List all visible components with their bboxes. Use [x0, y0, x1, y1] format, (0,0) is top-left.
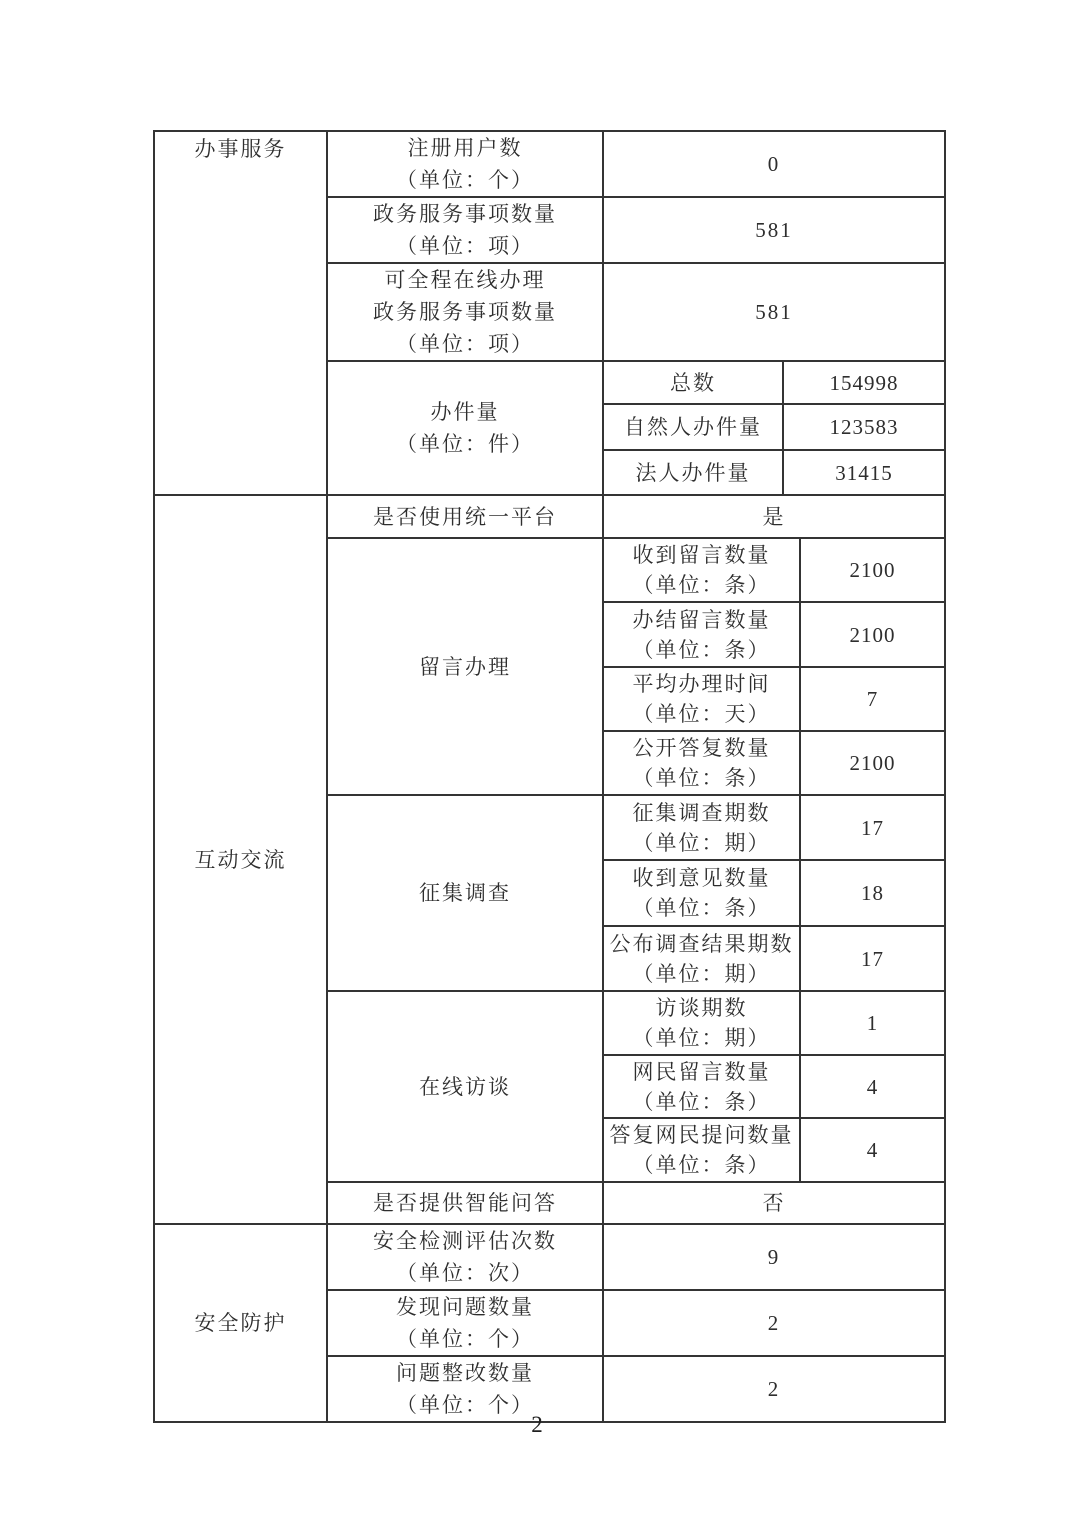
sub-item-cell — [604, 731, 800, 794]
interview-sub-table — [604, 992, 944, 1181]
sub-item-value: 17 — [800, 926, 944, 990]
sub-item-value: 123583 — [783, 404, 944, 450]
sub-item-unit: （单位：期） — [632, 961, 771, 986]
category-service: 办事服务 — [154, 131, 327, 495]
item-name: 可全程在线办理 — [384, 268, 546, 292]
value-cell: 是 — [603, 495, 945, 538]
item-unit: （单位：次） — [396, 1261, 534, 1285]
item-cell: 是否使用统一平台 — [327, 495, 603, 538]
messages-sub-table — [604, 539, 944, 794]
sub-table-cell — [603, 538, 945, 795]
sub-item-cell — [604, 992, 800, 1055]
sub-item-unit: （单位：条） — [632, 896, 771, 920]
sub-item-value: 2100 — [800, 602, 944, 667]
sub-table-cell — [603, 991, 945, 1182]
sub-item-name: 网民留言数量 — [632, 1059, 771, 1084]
sub-item-value: 17 — [800, 796, 944, 860]
sub-item-name: 办结留言数量 — [632, 607, 771, 632]
sub-item-value: 7 — [800, 667, 944, 731]
page-number: 2 — [531, 1412, 543, 1437]
value-cell: 581 — [603, 197, 945, 263]
sub-item-name: 平均办理时间 — [632, 672, 771, 696]
item-cell — [327, 1224, 603, 1290]
sub-item-name: 收到留言数量 — [632, 543, 771, 567]
sub-item-unit: （单位：天） — [632, 702, 771, 726]
sub-item-name: 公开答复数量 — [632, 736, 771, 760]
sub-item-cell — [604, 860, 800, 926]
sub-item-value: 2100 — [800, 731, 944, 794]
category-security: 安全防护 — [154, 1224, 327, 1422]
sub-item-name: 总数 — [670, 370, 716, 395]
volume-sub-table — [604, 362, 944, 494]
item-unit: （单位：项） — [396, 332, 534, 356]
item-name: 发现问题数量 — [396, 1295, 534, 1319]
value-cell: 2 — [603, 1290, 945, 1356]
item-cell: 征集调查 — [327, 795, 603, 991]
item-unit: （单位：个） — [396, 1393, 534, 1417]
item-cell: 在线访谈 — [327, 991, 603, 1182]
value-cell: 9 — [603, 1224, 945, 1290]
item-cell: 留言办理 — [327, 538, 603, 795]
sub-item-cell — [604, 539, 800, 602]
sub-item-value: 4 — [800, 1055, 944, 1118]
item-cell — [327, 131, 603, 197]
sub-item-unit: （单位：条） — [632, 766, 771, 790]
item-unit: （单位：个） — [396, 168, 534, 192]
item-name: 政务服务事项数量 — [373, 202, 557, 226]
sub-item-value: 18 — [800, 860, 944, 926]
survey-sub-table — [604, 796, 944, 990]
item-name: 政务服务事项数量 — [373, 300, 557, 324]
sub-item-name: 征集调查期数 — [632, 800, 771, 825]
item-name: 注册用户数 — [407, 136, 523, 160]
item-name: 办件量 — [430, 400, 500, 424]
sub-item-unit: （单位：条） — [632, 637, 771, 662]
value-cell: 否 — [603, 1182, 945, 1224]
item-name: 问题整改数量 — [396, 1361, 534, 1385]
item-cell — [327, 361, 603, 495]
sub-item-name: 法人办件量 — [604, 450, 783, 494]
sub-item-unit: （单位：条） — [632, 573, 771, 597]
sub-item-name: 答复网民提问数量 — [609, 1123, 794, 1147]
sub-table-cell — [603, 795, 945, 991]
item-cell — [327, 197, 603, 263]
sub-item-cell — [604, 796, 800, 860]
item-name: 安全检测评估次数 — [373, 1229, 557, 1253]
sub-item-value: 2100 — [800, 539, 944, 602]
sub-item-value: 154998 — [783, 362, 944, 404]
item-cell — [327, 263, 603, 361]
item-unit: （单位：项） — [396, 234, 534, 258]
sub-item-cell — [604, 1055, 800, 1118]
sub-item-cell — [604, 926, 800, 990]
sub-item-cell — [604, 1118, 800, 1181]
sub-item-cell — [604, 667, 800, 731]
sub-item-name: 访谈期数 — [655, 996, 748, 1020]
sub-item-name: 收到意见数量 — [632, 866, 771, 890]
item-unit: （单位：个） — [396, 1327, 534, 1351]
sub-item-unit: （单位：期） — [632, 830, 771, 855]
item-cell — [327, 1290, 603, 1356]
sub-item-value: 1 — [800, 992, 944, 1055]
sub-item-unit: （单位：条） — [632, 1089, 771, 1114]
sub-item-unit: （单位：期） — [632, 1026, 771, 1050]
item-unit: （单位：件） — [396, 432, 534, 456]
value-cell: 0 — [603, 131, 945, 197]
report-table — [153, 130, 946, 1423]
sub-item-value: 4 — [800, 1118, 944, 1181]
value-cell: 581 — [603, 263, 945, 361]
category-interaction: 互动交流 — [154, 495, 327, 1224]
sub-item-value: 31415 — [783, 450, 944, 494]
sub-item-name: 公布调查结果期数 — [609, 931, 794, 956]
value-cell: 2 — [603, 1356, 945, 1422]
sub-item-unit: （单位：条） — [632, 1153, 771, 1177]
sub-table-cell — [603, 361, 945, 495]
sub-item-name: 自然人办件量 — [604, 404, 783, 450]
sub-item-cell — [604, 602, 800, 667]
item-cell: 是否提供智能问答 — [327, 1182, 603, 1224]
